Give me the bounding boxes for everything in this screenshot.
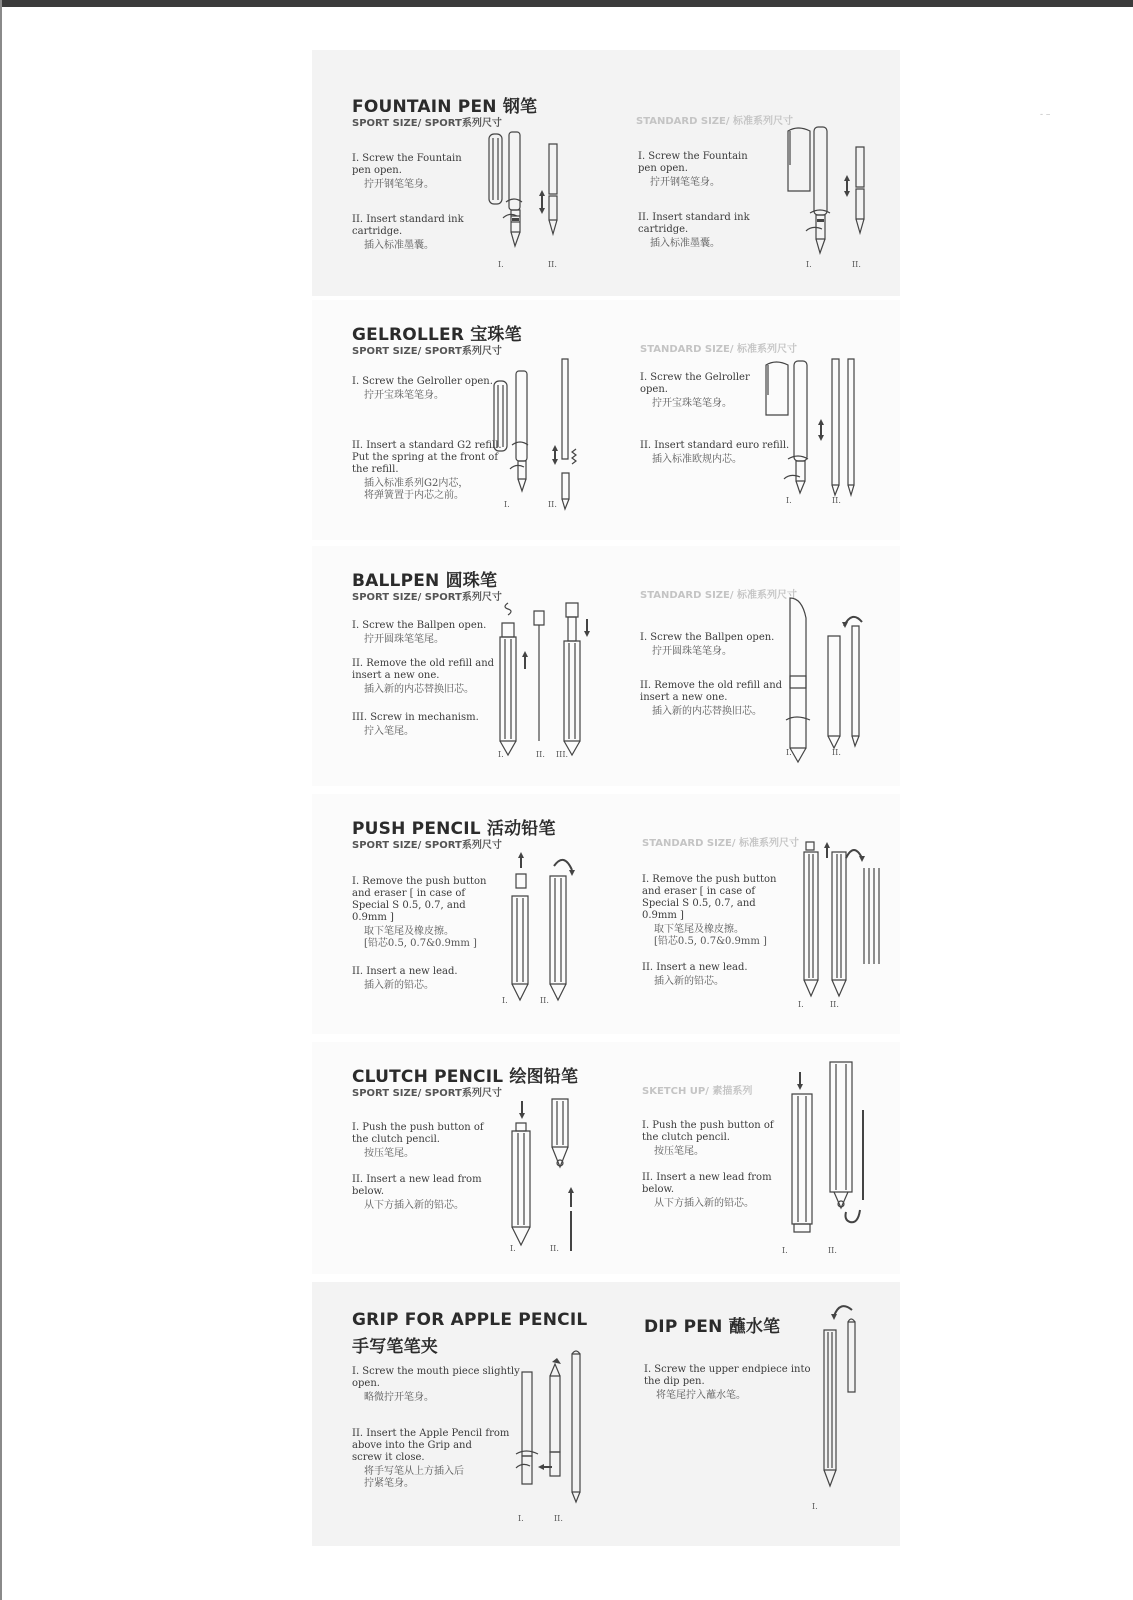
- section-subtitle: STANDARD SIZE/ 标准系列尺寸: [640, 344, 798, 355]
- step-2: [352, 966, 458, 992]
- step-3: [352, 712, 479, 738]
- step-text-zh: 插入标准欧规内芯。: [652, 454, 742, 465]
- step-text-en: I. Screw the Fountain pen open.: [638, 151, 748, 174]
- scan-top-border: [0, 0, 1133, 7]
- step-1: [640, 372, 750, 410]
- section-subtitle: STANDARD SIZE/ 标准系列尺寸: [640, 590, 798, 601]
- step-2: [352, 440, 502, 502]
- step-1: [352, 153, 462, 191]
- step-text-zh: 插入新的内芯替换旧芯。: [364, 684, 474, 695]
- section-subtitle: SPORT SIZE/ SPORT系列尺寸: [352, 118, 502, 129]
- step-2: [352, 214, 464, 252]
- fountain-pen-sport-panel: [312, 50, 606, 296]
- step-text-en: I. Remove the push button and eraser [ in case of Special S 0.5, 0.7, and 0.9mm ]: [642, 874, 777, 921]
- step-label: II.: [548, 500, 557, 509]
- fountain-pen-standard-panel: [606, 50, 900, 296]
- step-label: I.: [812, 1502, 818, 1511]
- step-text-zh: 将笔尾拧入蘸水笔。: [656, 1390, 746, 1401]
- section-subtitle: STANDARD SIZE/ 标准系列尺寸: [642, 838, 800, 849]
- step-label: I.: [504, 500, 510, 509]
- step-text-zh: 插入标准墨囊。: [650, 238, 720, 249]
- step-text-en: I. Screw the Gelroller open.: [640, 372, 750, 395]
- gelroller-standard-panel: [606, 300, 900, 540]
- step-label: I.: [786, 496, 792, 505]
- section-title: PUSH PENCIL 活动铅笔: [352, 819, 556, 839]
- step-text-en: I. Screw the mouth piece slightly open.: [352, 1366, 520, 1389]
- step-label: I.: [806, 260, 812, 269]
- step-label: II.: [550, 1244, 559, 1253]
- step-label: I.: [502, 996, 508, 1005]
- step-label: I.: [798, 1000, 804, 1009]
- step-text-en: II. Insert a new lead from below.: [642, 1172, 772, 1195]
- section-subtitle: STANDARD SIZE/ 标准系列尺寸: [636, 116, 794, 127]
- step-label: II.: [832, 748, 841, 757]
- step-2: [642, 962, 748, 988]
- step-1: [352, 376, 493, 402]
- scan-speck: - –: [1040, 110, 1051, 120]
- step-text-en: I. Remove the push button and eraser [ in case of Special S 0.5, 0.7, and 0.9mm ]: [352, 876, 487, 923]
- clutch-pencil-sketchup-panel: [606, 1042, 900, 1274]
- step-label: II.: [536, 750, 545, 759]
- step-1: [644, 1364, 811, 1402]
- step-text-zh: 从下方插入新的铅芯。: [364, 1200, 464, 1211]
- section-subtitle: SPORT SIZE/ SPORT系列尺寸: [352, 840, 502, 851]
- step-1: [642, 1120, 774, 1158]
- step-text-zh: 拧开圆珠笔笔身。: [652, 646, 732, 657]
- step-label: II.: [828, 1246, 837, 1255]
- step-2: [352, 1174, 482, 1212]
- step-label: I.: [498, 750, 504, 759]
- step-text-zh: 插入标准系列G2内芯， 将弹簧置于内芯之前。: [364, 478, 469, 501]
- grip-apple-pencil-panel: [312, 1282, 606, 1546]
- gelroller-illustration: [492, 355, 592, 515]
- ballpen-standard-panel: [606, 546, 900, 786]
- step-text-zh: 拧入笔尾。: [364, 726, 414, 737]
- step-text-en: II. Insert a standard G2 refill. Put the spring at the front of the refill.: [352, 440, 502, 475]
- step-2: [638, 212, 750, 250]
- push-pencil-illustration: [508, 852, 588, 1012]
- section-title: CLUTCH PENCIL 绘图铅笔: [352, 1067, 579, 1087]
- step-text-en: II. Remove the old refill and insert a new one.: [352, 658, 495, 681]
- step-2: [352, 1428, 509, 1490]
- push-pencil-illustration: [802, 838, 892, 1008]
- step-label: II.: [540, 996, 549, 1005]
- step-text-en: III. Screw in mechanism.: [352, 712, 479, 723]
- step-label: I.: [518, 1514, 524, 1523]
- fountain-pen-illustration: [487, 130, 587, 255]
- step-label: II.: [852, 260, 861, 269]
- step-text-en: I. Screw the Fountain pen open.: [352, 153, 462, 176]
- step-text-en: II. Insert the Apple Pencil from above into the Grip and screw it close.: [352, 1428, 510, 1463]
- step-text-en: I. Screw the Gelroller open.: [352, 376, 493, 387]
- step-label: II.: [830, 1000, 839, 1009]
- step-label: I.: [786, 748, 792, 757]
- step-text-zh: 拧开宝珠笔笔身。: [652, 398, 732, 409]
- step-text-en: II. Insert standard euro refill.: [640, 440, 790, 451]
- step-text-en: II. Insert a new lead.: [642, 962, 748, 973]
- step-label: II.: [548, 260, 557, 269]
- step-text-zh: 插入新的铅芯。: [364, 980, 434, 991]
- ballpen-sport-panel: [312, 546, 606, 786]
- scan-left-edge: [0, 0, 2, 1600]
- step-text-zh: 按压笔尾。: [654, 1146, 704, 1157]
- step-text-zh: 从下方插入新的铅芯。: [654, 1198, 754, 1209]
- step-1: [352, 1122, 484, 1160]
- ballpen-illustration: [498, 601, 598, 761]
- step-text-en: I. Screw the upper endpiece into the dip pen.: [644, 1364, 811, 1387]
- step-1: [352, 620, 486, 646]
- step-label: II.: [832, 496, 841, 505]
- section-title: GRIP FOR APPLE PENCIL: [352, 1310, 588, 1330]
- step-text-zh: 略微拧开笔身。: [364, 1392, 434, 1403]
- step-label: I.: [782, 1246, 788, 1255]
- ballpen-illustration: [786, 596, 886, 766]
- step-text-en: II. Remove the old refill and insert a new one.: [640, 680, 783, 703]
- step-text-en: II. Insert a new lead from below.: [352, 1174, 482, 1197]
- step-text-en: I. Screw the Ballpen open.: [640, 632, 775, 643]
- step-1: [638, 151, 748, 189]
- step-label: III.: [556, 750, 569, 759]
- clutch-pencil-illustration: [790, 1060, 880, 1240]
- dip-pen-panel: [606, 1282, 900, 1546]
- step-text-zh: 插入新的内芯替换旧芯。: [652, 706, 762, 717]
- dip-pen-illustration: [820, 1296, 880, 1496]
- step-text-en: II. Insert a new lead.: [352, 966, 458, 977]
- step-2: [640, 680, 782, 718]
- step-text-zh: 取下笔尾及橡皮擦。 [铅芯0.5, 0.7&0.9mm ]: [364, 926, 477, 949]
- step-text-zh: 将手写笔从上方插入后 拧紧笔身。: [364, 1466, 464, 1489]
- gelroller-illustration: [764, 355, 874, 505]
- step-1: [352, 1366, 520, 1404]
- instruction-leaflet: [312, 50, 910, 1546]
- step-text-en: I. Screw the Ballpen open.: [352, 620, 487, 631]
- step-text-en: II. Insert standard ink cartridge.: [638, 212, 750, 235]
- step-text-en: I. Push the push button of the clutch pencil.: [352, 1122, 484, 1145]
- step-text-zh: 取下笔尾及橡皮擦。 [铅芯0.5, 0.7&0.9mm ]: [654, 924, 767, 947]
- section-title: FOUNTAIN PEN 钢笔: [352, 97, 538, 117]
- step-1: [352, 876, 487, 950]
- step-2: [642, 1172, 772, 1210]
- step-label: I.: [510, 1244, 516, 1253]
- push-pencil-standard-panel: [606, 794, 900, 1034]
- section-title: BALLPEN 圆珠笔: [352, 571, 498, 591]
- step-label: I.: [498, 260, 504, 269]
- step-text-en: II. Insert standard ink cartridge.: [352, 214, 464, 237]
- step-1: [640, 632, 774, 658]
- step-text-zh: 拧开钢笔笔身。: [650, 177, 720, 188]
- step-text-zh: 插入新的铅芯。: [654, 976, 724, 987]
- gelroller-sport-panel: [312, 300, 606, 540]
- section-title-cn: 手写笔笔夹: [352, 1337, 438, 1357]
- step-text-zh: 按压笔尾。: [364, 1148, 414, 1159]
- step-text-en: I. Push the push button of the clutch pencil.: [642, 1120, 774, 1143]
- step-label: II.: [554, 1514, 563, 1523]
- step-2: [352, 658, 494, 696]
- section-subtitle: SPORT SIZE/ SPORT系列尺寸: [352, 592, 502, 603]
- section-subtitle: SPORT SIZE/ SPORT系列尺寸: [352, 1088, 502, 1099]
- step-text-zh: 插入标准墨囊。: [364, 240, 434, 251]
- clutch-pencil-illustration: [510, 1097, 590, 1257]
- step-text-zh: 拧开钢笔笔身。: [364, 179, 434, 190]
- section-subtitle: SKETCH UP/ 素描系列: [642, 1086, 753, 1097]
- section-title: DIP PEN 蘸水笔: [644, 1317, 781, 1337]
- push-pencil-sport-panel: [312, 794, 606, 1034]
- grip-illustration: [508, 1346, 598, 1506]
- step-1: [642, 874, 777, 948]
- step-text-zh: 拧开宝珠笔笔身。: [364, 390, 444, 401]
- step-text-zh: 拧开圆珠笔笔尾。: [364, 634, 444, 645]
- clutch-pencil-sport-panel: [312, 1042, 606, 1274]
- fountain-pen-illustration: [786, 125, 886, 260]
- section-title: GELROLLER 宝珠笔: [352, 325, 522, 345]
- section-subtitle: SPORT SIZE/ SPORT系列尺寸: [352, 346, 502, 357]
